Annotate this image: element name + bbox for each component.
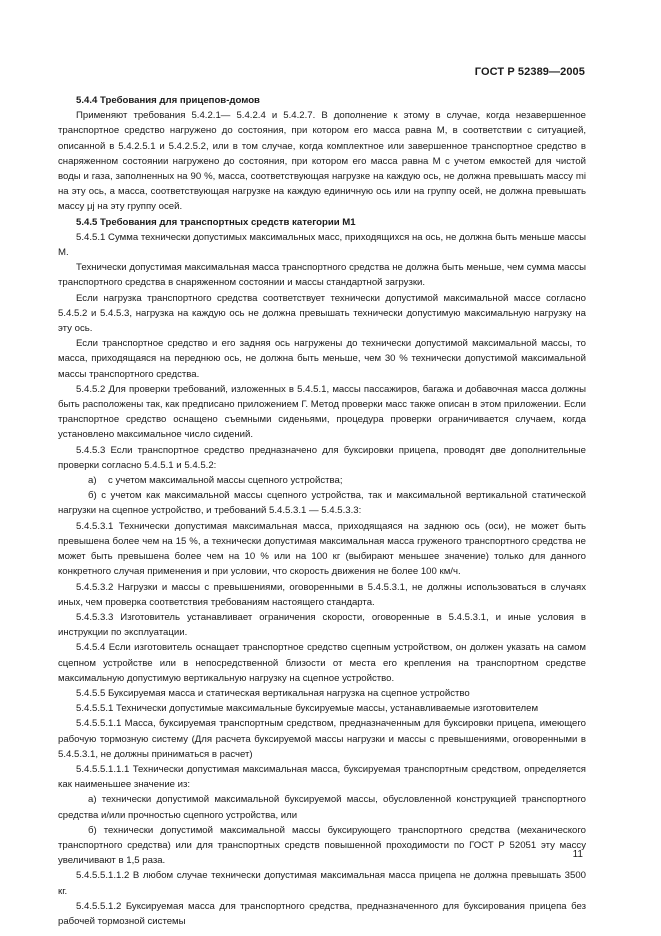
- paragraph: 5.4.5.1 Сумма технически допустимых максимальных масс, приходящихся на ось, не должна быть меньше массы M.: [58, 231, 586, 259]
- paragraph: Применяют требования 5.4.2.1— 5.4.2.4 и 5.4.2.7. В дополнение к этому в случае, когда незавершенное транспортное средство нагружено до состояния, при котором его масса равна M, в соответствии с ситуацией, описанной в 5.4.2.5.1 и 5.4.2.5.2, или в том случае, когда комплектное или завершенное транспортное средство в снаряженном состоянии нагружено до состояния, при котором его масса равна M с учетом емкостей для чистой воды и газа, заполненных на 90 %, масса, соответствующая нагрузке на каждую ось, не должна превышать массу mi на эту ось, а масса, соответствующая нагрузке на каждую единичную ось или на группу осей, не должна превышать массу μj на эту группу осей.: [58, 110, 586, 213]
- paragraph: Если транспортное средство и его задняя ось нагружены до технически допустимой максимальной массы, то масса, приходящаяся на переднюю ось, не должна быть меньше, чем 30 % технически допустимой максимальной массы транспортного средства.: [58, 338, 586, 380]
- list-item: а) технически допустимой максимальной буксируемой массы, обусловленной конструкцией транспортного средства и/или прочностью сцепного устройства, или: [58, 794, 586, 821]
- paragraph: Если нагрузка транспортного средства соответствует технически допустимой максимальной массе согласно 5.4.5.2 и 5.4.5.3, нагрузка на каждую ось не должна превышать технически допустимую максимальную нагрузку на эту ось.: [58, 292, 586, 335]
- paragraph: 5.4.5.2 Для проверки требований, изложенных в 5.4.5.1, массы пассажиров, багажа и добавочная масса должны быть расположены так, как предписано приложением Г. Метод проверки масс также описан в этом приложении. Если транспортное средство оснащено съемными сиденьями, процедура проверки ограничивается случаем, когда установлено максимальное число сидений.: [58, 383, 586, 441]
- paragraph: Технически допустимая максимальная масса транспортного средства не должна быть меньше, чем сумма массы транспортного средства в снаряженном состоянии и массы стандартной загрузки.: [58, 262, 586, 289]
- list-marker: а): [88, 475, 97, 487]
- paragraph: 5.4.5.3 Если транспортное средство предназначено для буксировки прицепа, проводят две дополнительные проверки согласно 5.4.5.1 и 5.4.5.2:: [58, 444, 586, 471]
- list-item: б) с учетом как максимальной массы сцепного устройства, так и максимальной вертикальной статической нагрузки на сцепное устройство, и требований 5.4.5.3.1 — 5.4.5.3.3:: [58, 490, 586, 517]
- paragraph: 5.4.5.3.3 Изготовитель устанавливает ограничения скорости, оговоренные в 5.4.5.3.1, и иные условия в инструкции по эксплуатации.: [58, 611, 586, 639]
- section-heading-5-4-4: 5.4.4 Требования для прицепов-домов: [76, 95, 260, 106]
- document-body: [58, 93, 586, 929]
- list-item: [58, 473, 586, 488]
- paragraph: 5.4.5.5.1.1.2 В любом случае технически допустимая максимальная масса прицепа не должна превышать 3500 кг.: [58, 870, 586, 897]
- paragraph: 5.4.5.5.1.2 Буксируемая масса для транспортного средства, предназначенного для буксирования прицепа без рабочей тормозной системы: [58, 900, 586, 927]
- section-heading-5-4-5: 5.4.5 Требования для транспортных средств категории M1: [76, 216, 356, 228]
- paragraph: 5.4.5.5.1.1.1 Технически допустимая максимальная масса, буксируемая транспортным средством, определяется как наименьшее значение из:: [58, 763, 586, 791]
- paragraph: 5.4.5.4 Если изготовитель оснащает транспортное средство сцепным устройством, он должен указать на самом сцепном устройстве или в непосредственной близости от места его крепления на транспортном средстве максимальную допустимую вертикальную нагрузку на сцепное устройство.: [58, 642, 586, 684]
- paragraph: 5.4.5.3.2 Нагрузки и массы с превышениями, оговоренными в 5.4.5.3.1, не должны использоваться в случаях иных, чем проверка соответствия требованиям настоящего стандарта.: [58, 581, 586, 608]
- document-header: ГОСТ Р 52389—2005: [474, 66, 585, 78]
- page-number: 11: [572, 849, 583, 860]
- paragraph: 5.4.5.3.1 Технически допустимая максимальная масса, приходящаяся на заднюю ось (оси), не может быть превышена более чем на 15 %, а технически допустимая максимальная масса груженого транспортного средства не может быть превышена более чем на 10 % или на 100 кг (выбирают меньшее значение) только для данного конкретного случая применения и при условии, что скорость движения не более 100 км/ч.: [58, 520, 586, 578]
- paragraph: 5.4.5.5.1 Технически допустимые максимальные буксируемые массы, устанавливаемые изготовителем: [76, 703, 539, 715]
- paragraph: 5.4.5.5.1.1 Масса, буксируемая транспортным средством, предназначенным для буксировки прицепа, имеющего рабочую тормозную систему (Для расчета буксируемой массы нагрузки и массы с превышениями, оговоренными в 5.4.5.3.1, не должны приниматься в расчет): [58, 718, 586, 760]
- list-item-text: с учетом максимальной массы сцепного устройства;: [108, 475, 343, 487]
- list-item: б) технически допустимой максимальной массы буксирующего транспортного средства (механического транспортного средства) или для транспортных средств повышенной проходимости по ГОСТ Р 52051 эту массу увеличивают в 1,5 раза.: [58, 824, 586, 867]
- paragraph: 5.4.5.5 Буксируемая масса и статическая вертикальная нагрузка на сцепное устройство: [76, 687, 470, 699]
